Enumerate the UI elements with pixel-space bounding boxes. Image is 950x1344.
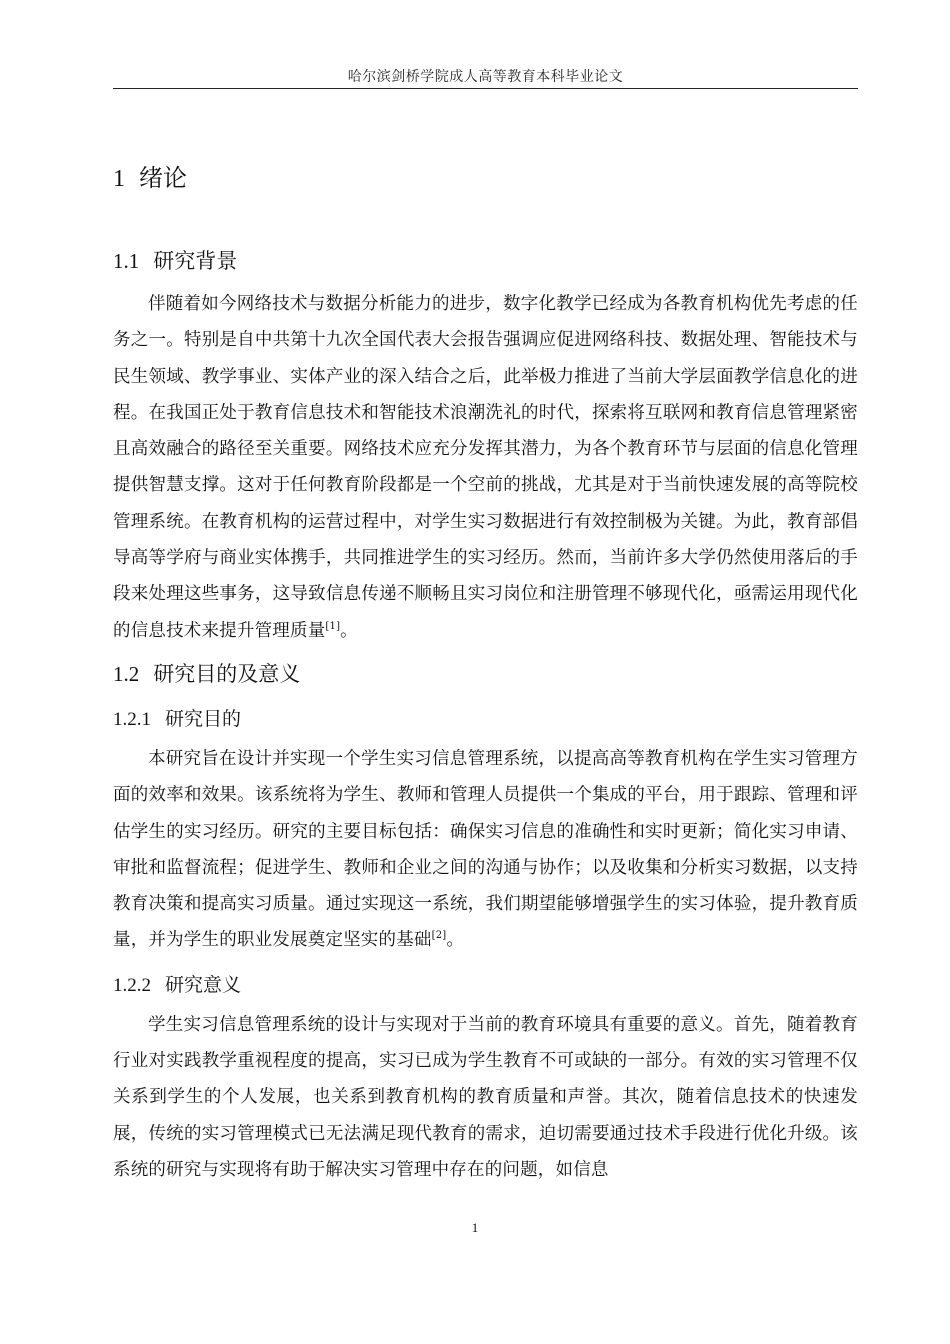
paragraph-text: 本研究旨在设计并实现一个学生实习信息管理系统，以提高高等教育机构在学生实习管理方面的效率和效果。该系统将为学生、教师和管理人员提供一个集成的平台，用于跟踪、管理和评估学生的实习经历。研究的主要目标包括：确保实习信息的准确性和实时更新；简化实习申请、审批和监督流程；促进学生、教师和企业之间的沟通与协作；以及收集和分析实习数据，以支持教育决策和提高实习质量。通过实现这一系统，我们期望能够增强学生的实习体验，提升教育质量，并为学生的职业发展奠定坚实的基础 (113, 748, 858, 951)
section-title: 研究背景 (153, 249, 238, 273)
page-number: 1 (471, 1220, 479, 1235)
page-body (113, 158, 858, 1188)
subsection-number: 1.2.2 (113, 974, 151, 996)
subsection-title: 研究目的 (165, 707, 242, 730)
subsection-heading-1-2-1 (113, 701, 858, 737)
section-heading-1-2 (113, 655, 858, 693)
section-number: 1.2 (113, 661, 140, 686)
chapter-title: 绪论 (139, 164, 187, 192)
paragraph-research-purpose (113, 741, 858, 959)
chapter-heading (113, 158, 858, 198)
running-header: 哈尔滨剑桥学院成人高等教育本科毕业论文 (347, 69, 624, 85)
paragraph-research-background (113, 286, 858, 649)
paragraph-text: 伴随着如今网络技术与数据分析能力的进步，数字化教学已经成为各教育机构优先考虑的任务之一。特别是自中共第十九次全国代表大会报告强调应促进网络科技、数据处理、智能技术与民生领域、教学事业、实体产业的深入结合之后，此举极力推进了当前大学层面教学信息化的进程。在我国正处于教育信息技术和智能技术浪潮洗礼的时代，探索将互联网和教育信息管理紧密且高效融合的路径至关重要。网络技术应充分发挥其潜力，为各个教育环节与层面的信息化管理提供智慧支撑。这对于任何教育阶段都是一个空前的挑战，尤其是对于当前快速发展的高等院校管理系统。在教育机构的运营过程中，对学生实习数据进行有效控制极为关键。为此，教育部倡导高等学府与商业实体携手，共同推进学生的实习经历。然而，当前许多大学仍然使用落后的手段来处理这些事务，这导致信息传递不顺畅且实习岗位和注册管理不够现代化，亟需运用现代化的信息技术来提升管理质量 (113, 294, 858, 641)
subsection-number: 1.2.1 (113, 708, 151, 730)
paragraph-text: 学生实习信息管理系统的设计与实现对于当前的教育环境具有重要的意义。首先，随着教育行业对实践教学重视程度的提高，实习已成为学生教育不可或缺的一部分。有效的实习管理不仅关系到学生的个人发展，也关系到教育机构的教育质量和声誉。其次，随着信息技术的快速发展，传统的实习管理模式已无法满足现代教育的需求，迫切需要通过技术手段进行优化升级。该系统的研究与实现将有助于解决实习管理中存在的问题，如信息 (113, 1014, 858, 1180)
subsection-title: 研究意义 (165, 973, 242, 996)
header-rule (113, 88, 858, 89)
chapter-number: 1 (113, 166, 125, 192)
paragraph-end: 。 (446, 930, 465, 951)
section-number: 1.1 (113, 249, 140, 273)
section-heading-1-1 (113, 242, 858, 280)
subsection-heading-1-2-2 (113, 967, 858, 1003)
section-title: 研究目的及意义 (153, 661, 301, 686)
citation-marker: [1] (325, 620, 341, 632)
paragraph-end: 。 (340, 620, 358, 641)
paragraph-research-significance (113, 1007, 858, 1188)
citation-marker: [2] (431, 930, 447, 942)
